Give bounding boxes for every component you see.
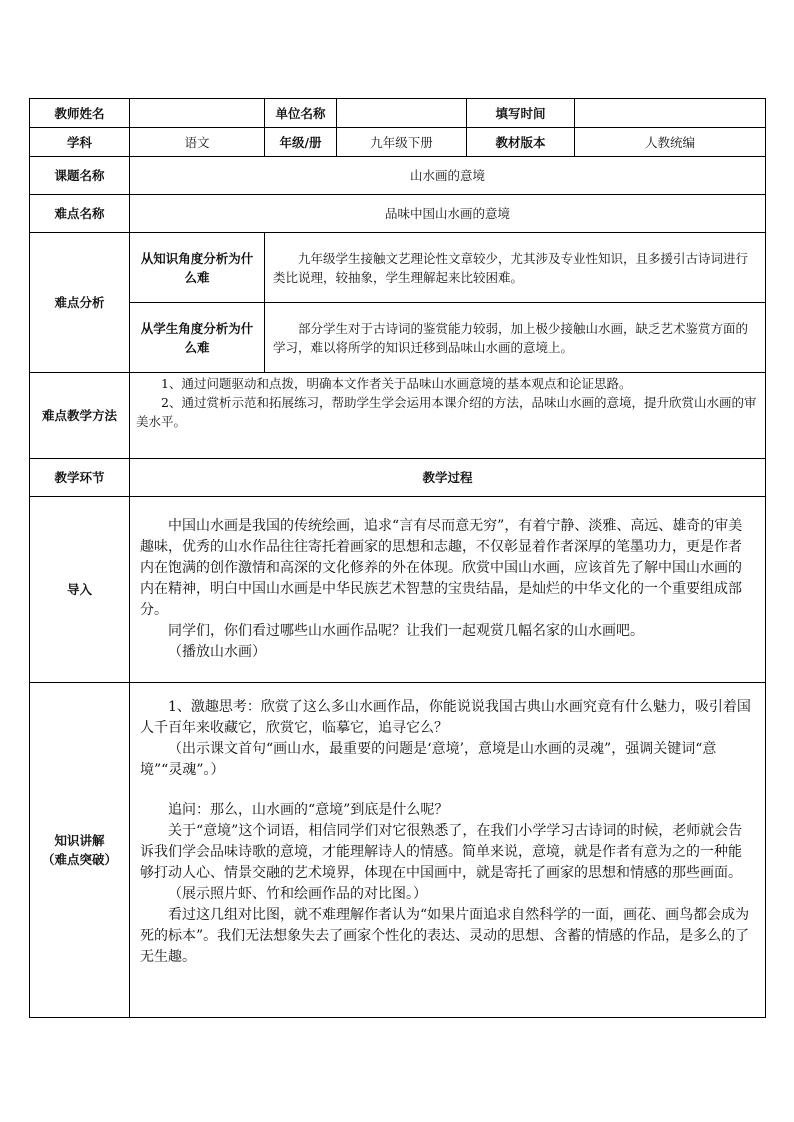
- lecture-paragraph-b4: 看过这几组对比图，就不难理解作者认为“如果片面追求自然科学的一面，画花、画鸟都会成为死的标本”。我们无法想象失去了画家个性化的表达、灵动的思想、含蓄的情感的作品，是多么的了无生趣。: [140, 907, 750, 965]
- grade-value: 九年级下册: [337, 128, 467, 157]
- subject-label: 学科: [30, 128, 130, 157]
- intro-label: 导入: [30, 497, 130, 683]
- knowledge-angle-text: [265, 233, 766, 303]
- intro-paragraph-2: 同学们，你们看过哪些山水画作品呢？让我们一起观赏几幅名家的山水画吧。: [168, 623, 644, 639]
- lecture-content: [130, 683, 766, 1018]
- intro-row: [30, 497, 766, 683]
- difficulty-label: 难点名称: [30, 195, 130, 233]
- topic-value: 山水画的意境: [130, 157, 766, 195]
- student-angle-paragraph: 部分学生对于古诗词的鉴赏能力较弱，加上极少接触山水画，缺乏艺术鉴赏方面的学习，难以将所学的知识迁移到品味山水画的意境上。: [273, 320, 749, 355]
- topic-row: [30, 157, 766, 195]
- lecture-label: [30, 683, 130, 1018]
- edition-value: 人教统编: [575, 128, 766, 157]
- lecture-paragraph-b2: 关于“意境”这个词语，相信同学们对它很熟悉了，在我们小学学习古诗词的时候，老师就会告诉我们学会品味诗歌的意境，才能理解诗人的情感。简单来说，意境，就是作者有意为之的一种能够打动人心、情景交融的艺术境界，体现在中国画中，就是寄托了画家的思想和情感的那些画面。: [140, 823, 743, 881]
- process-header-label: 教学过程: [130, 459, 766, 497]
- analysis-label: 难点分析: [30, 233, 130, 373]
- student-angle-text: [265, 303, 766, 373]
- analysis-knowledge-row: [30, 233, 766, 303]
- lesson-plan-table: [29, 98, 766, 1018]
- unit-name-value: [337, 99, 467, 128]
- teacher-name-value: [130, 99, 265, 128]
- lecture-label-line2: （难点突破）: [41, 852, 117, 867]
- methods-row: [30, 373, 766, 459]
- knowledge-angle-label: 从知识角度分析为什么难: [130, 233, 265, 303]
- header-row: [30, 99, 766, 128]
- unit-name-label: 单位名称: [265, 99, 337, 128]
- lecture-paragraph-a1: 1、激趣思考：欣赏了这么多山水画作品，你能说说我国古典山水画究竟有什么魅力，吸引着国人千百年来收藏它，欣赏它，临摹它，追寻它么？: [140, 699, 751, 736]
- fill-time-label: 填写时间: [467, 99, 575, 128]
- paragraph-spacer: [140, 781, 755, 800]
- lecture-paragraph-b3: （展示照片虾、竹和绘画作品的对比图。）: [168, 886, 427, 902]
- knowledge-angle-paragraph: 九年级学生接触文艺理论性文章较少，尤其涉及专业性知识，且多援引古诗词进行类比说理，较抽象，学生理解起来比较困难。: [273, 250, 749, 285]
- lecture-label-line1: 知识讲解: [54, 833, 105, 848]
- method-item-1: 1、通过问题驱动和点拨，明确本文作者关于品味山水画意境的基本观点和论证思路。: [161, 376, 632, 391]
- teacher-name-label: 教师姓名: [30, 99, 130, 128]
- difficulty-row: [30, 195, 766, 233]
- methods-label: 难点教学方法: [30, 373, 130, 459]
- intro-paragraph-1: 中国山水画是我国的传统绘画，追求“言有尽而意无穷”，有着宁静、淡雅、高远、雄奇的审美趣味，优秀的山水作品往往寄托着画家的思想和志趣，不仅彰显着作者深厚的笔墨功力，更是作者内在饱满的创作激情和高深的文化修养的外在体现。欣赏中国山水画，应该首先了解中国山水画的内在精神，明白中国山水画是中华民族艺术智慧的宝贵结晶，是灿烂的中华文化的一个重要组成部分。: [140, 518, 743, 618]
- difficulty-value: 品味中国山水画的意境: [130, 195, 766, 233]
- grade-label: 年级/册: [265, 128, 337, 157]
- process-header-row: [30, 459, 766, 497]
- intro-paragraph-3: （播放山水画）: [168, 644, 266, 660]
- intro-content: [130, 497, 766, 683]
- student-angle-label: 从学生角度分析为什么难: [130, 303, 265, 373]
- analysis-student-row: [30, 303, 766, 373]
- method-item-2: 2、通过赏析示范和拓展练习，帮助学生学会运用本课介绍的方法，品味山水画的意境，提升欣赏山水画的审美水平。: [136, 395, 757, 429]
- methods-content: [130, 373, 766, 459]
- stage-header-label: 教学环节: [30, 459, 130, 497]
- lecture-paragraph-b1: 追问：那么，山水画的“意境”到底是什么呢？: [168, 802, 449, 818]
- topic-label: 课题名称: [30, 157, 130, 195]
- lecture-paragraph-a2: （出示课文首句“画山水，最重要的问题是‘意境’，意境是山水画的灵魂”，强调关键词“意境”“灵魂”。）: [140, 741, 717, 778]
- subject-value: 语文: [130, 128, 265, 157]
- lecture-row: [30, 683, 766, 1018]
- edition-label: 教材版本: [467, 128, 575, 157]
- fill-time-value: [575, 99, 766, 128]
- info-row: [30, 128, 766, 157]
